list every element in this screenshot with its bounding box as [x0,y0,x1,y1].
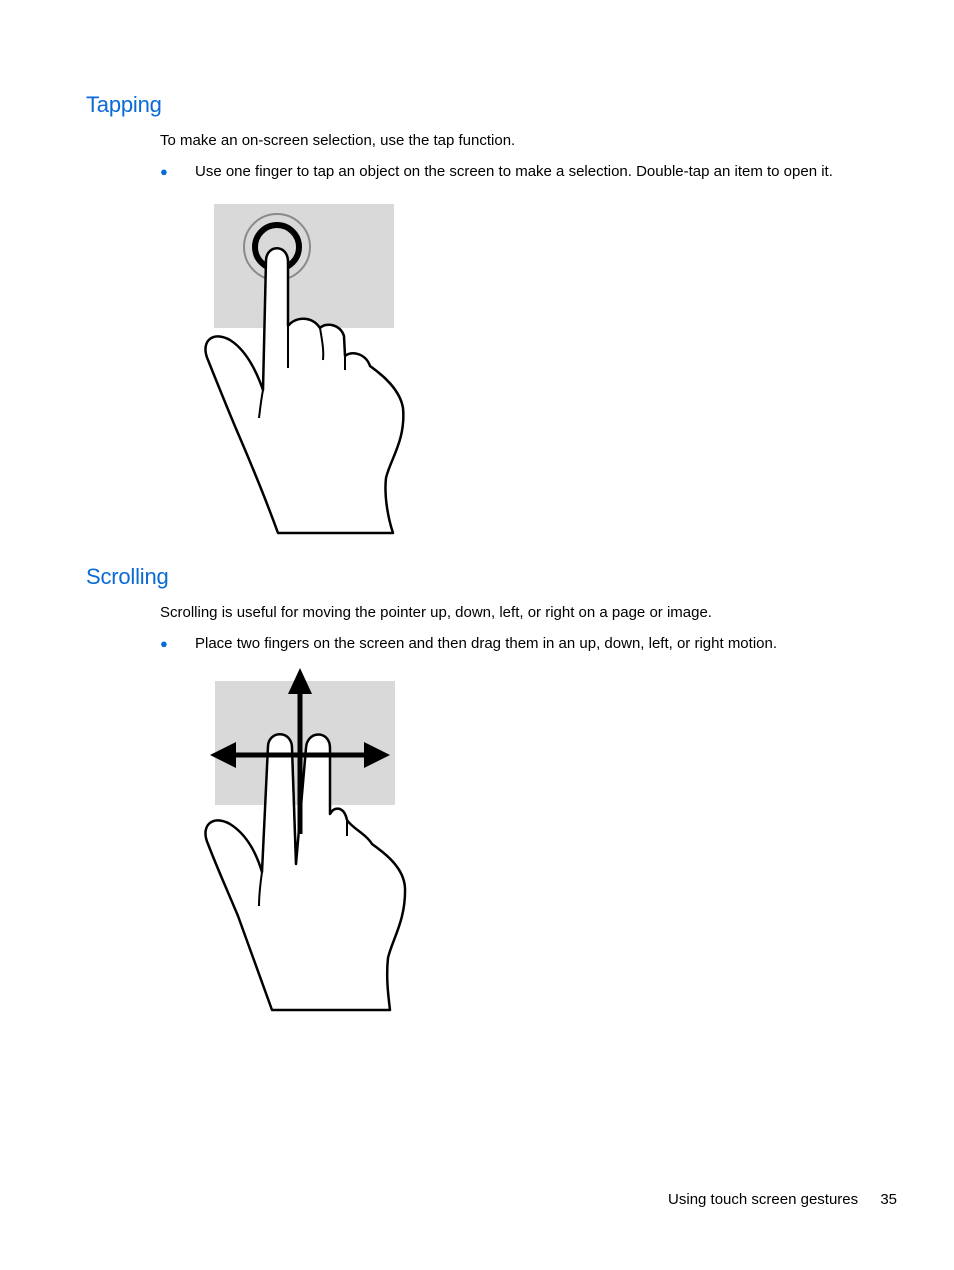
page-footer [668,1191,897,1209]
page-number: 35 [880,1191,897,1208]
tapping-intro: To make an on-screen selection, use the tap function. [160,132,516,149]
tap-gesture-icon [200,200,415,540]
tapping-bullet-text: Use one finger to tap an object on the screen to make a selection. Double-tap an item to open it. [195,163,833,180]
scroll-gesture-figure [200,664,415,1014]
scrolling-intro: Scrolling is useful for moving the pointer up, down, left, or right on a page or image. [160,604,712,621]
footer-section-title: Using touch screen gestures [668,1191,859,1208]
scrolling-heading: Scrolling [86,564,169,589]
tapping-heading: Tapping [86,92,162,117]
scrolling-bullet-text: Place two fingers on the screen and then drag them in an up, down, left, or right motion. [195,635,778,652]
bullet-icon: ● [160,636,168,651]
tap-gesture-figure [200,200,415,540]
scroll-gesture-icon [200,664,415,1014]
bullet-icon: ● [160,164,168,179]
